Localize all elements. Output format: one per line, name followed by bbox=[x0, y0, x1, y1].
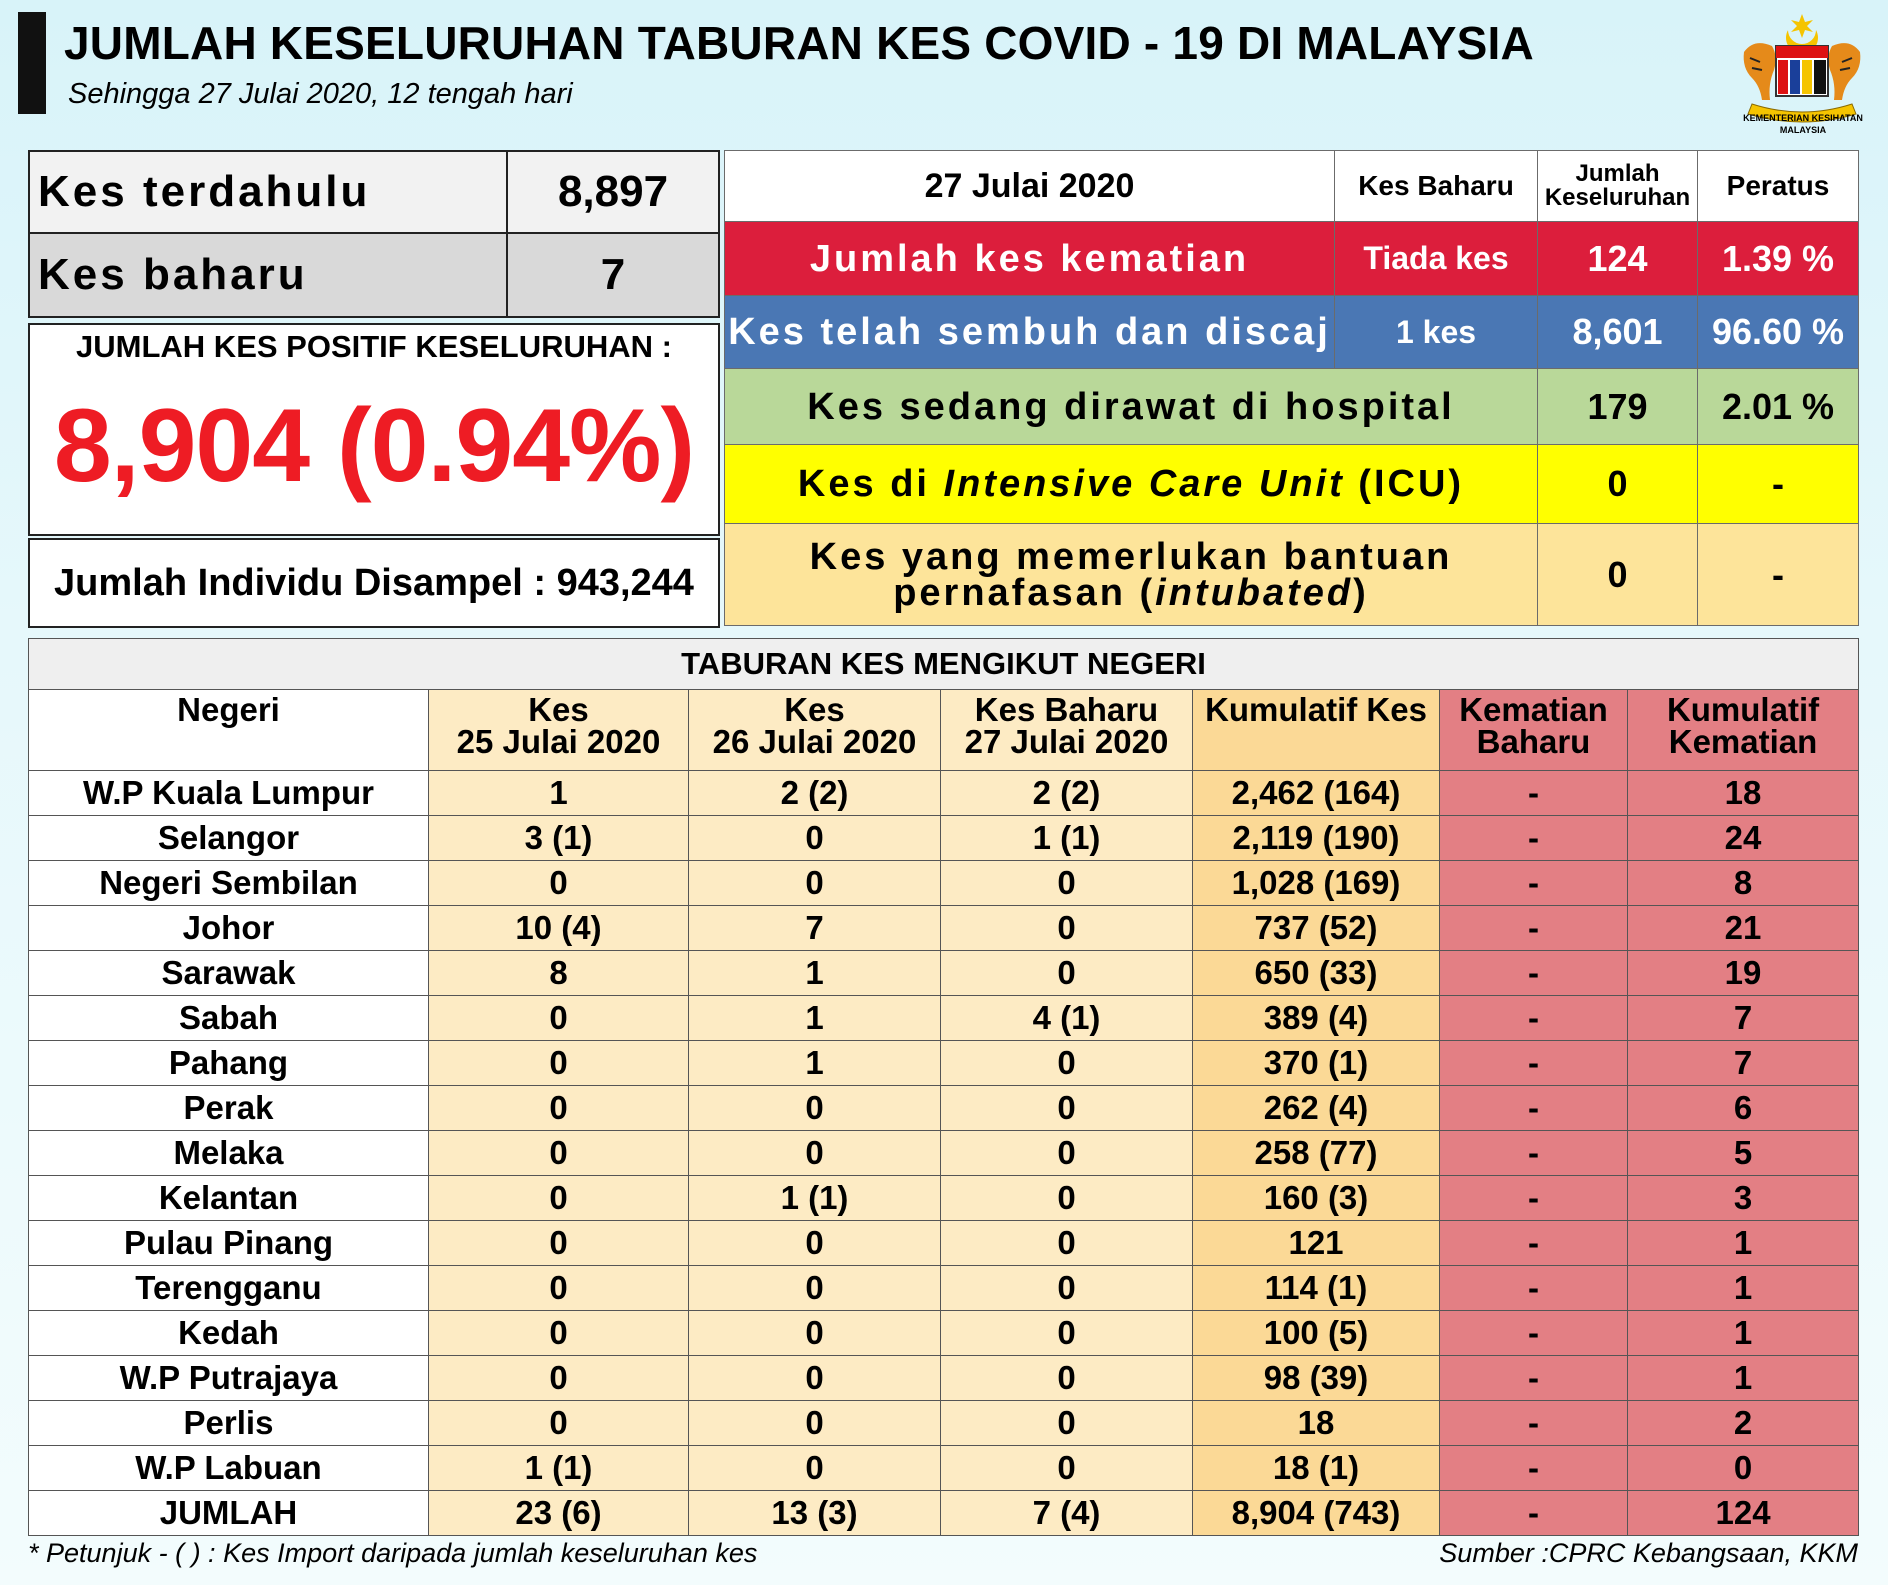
cumulative-cases-cell: 114 (1) bbox=[1193, 1266, 1440, 1311]
cases-25-jul-cell: 0 bbox=[429, 996, 689, 1041]
new-cases-27-jul-cell: 0 bbox=[941, 1266, 1193, 1311]
header-new-deaths-line1: Kematian bbox=[1459, 691, 1608, 728]
new-deaths-cell: - bbox=[1440, 1311, 1628, 1356]
hospitalised-row bbox=[725, 369, 1859, 444]
cumulative-cases-cell: 100 (5) bbox=[1193, 1311, 1440, 1356]
cumulative-deaths-cell: 8 bbox=[1628, 861, 1859, 906]
header-new-cases-27-jul bbox=[941, 690, 1193, 771]
intubated-label-italic: intubated bbox=[1155, 571, 1354, 614]
cases-25-jul-cell: 0 bbox=[429, 1131, 689, 1176]
cumulative-cases-cell: 389 (4) bbox=[1193, 996, 1440, 1041]
case-status-table bbox=[724, 150, 1859, 626]
deaths-label: Jumlah kes kematian bbox=[725, 222, 1335, 295]
new-deaths-cell: - bbox=[1440, 1221, 1628, 1266]
cases-26-jul-cell: 1 (1) bbox=[689, 1176, 941, 1221]
cumulative-deaths-cell: 24 bbox=[1628, 816, 1859, 861]
cumulative-deaths-cell: 21 bbox=[1628, 906, 1859, 951]
cumulative-cases-cell: 737 (52) bbox=[1193, 906, 1440, 951]
cases-25-jul-cell: 1 (1) bbox=[429, 1446, 689, 1491]
cases-26-jul-cell: 0 bbox=[689, 861, 941, 906]
new-cases-27-jul-cell: 0 bbox=[941, 1446, 1193, 1491]
cases-25-jul-cell: 0 bbox=[429, 861, 689, 906]
status-header-row bbox=[725, 151, 1859, 222]
new-cases-27-jul-cell: 0 bbox=[941, 1041, 1193, 1086]
deaths-total: 124 bbox=[1538, 222, 1698, 295]
cases-26-jul-cell: 0 bbox=[689, 1131, 941, 1176]
cumulative-deaths-cell: 1 bbox=[1628, 1221, 1859, 1266]
new-cases-27-jul-cell: 0 bbox=[941, 1176, 1193, 1221]
new-deaths-cell: - bbox=[1440, 1041, 1628, 1086]
new-cases-27-jul-cell: 0 bbox=[941, 1131, 1193, 1176]
cases-26-jul-cell: 2 (2) bbox=[689, 771, 941, 816]
header-cases-26-jul bbox=[689, 690, 941, 771]
cases-26-jul-cell: 0 bbox=[689, 1356, 941, 1401]
header-cases-25-jul-line1: Kes bbox=[528, 691, 589, 728]
cumulative-deaths-cell: 19 bbox=[1628, 951, 1859, 996]
new-deaths-cell: - bbox=[1440, 951, 1628, 996]
hospitalised-percent: 2.01 % bbox=[1698, 369, 1859, 444]
new-cases-27-jul-cell: 0 bbox=[941, 906, 1193, 951]
header-cases-26-jul-line2: 26 Julai 2020 bbox=[712, 723, 917, 760]
table-row bbox=[29, 1311, 1859, 1356]
state-name-cell: Sarawak bbox=[29, 951, 429, 996]
icu-percent: - bbox=[1698, 444, 1859, 524]
state-name-cell: Pulau Pinang bbox=[29, 1221, 429, 1266]
table-row bbox=[29, 1356, 1859, 1401]
table-row bbox=[29, 816, 1859, 861]
cumulative-deaths-cell: 7 bbox=[1628, 996, 1859, 1041]
state-distribution-table bbox=[28, 638, 1859, 1536]
intubated-label-line2a: pernafasan ( bbox=[893, 571, 1156, 614]
cases-26-jul-cell: 7 bbox=[689, 906, 941, 951]
state-table-title-row bbox=[29, 639, 1859, 690]
cases-25-jul-cell: 0 bbox=[429, 1401, 689, 1446]
cases-25-jul-cell: 10 (4) bbox=[429, 906, 689, 951]
intubated-label bbox=[725, 524, 1538, 626]
new-cases-value: 7 bbox=[600, 250, 626, 299]
new-cases-27-jul-cell: 2 (2) bbox=[941, 771, 1193, 816]
cumulative-deaths-cell: 3 bbox=[1628, 1176, 1859, 1221]
table-row bbox=[29, 1086, 1859, 1131]
source-credit: Sumber :CPRC Kebangsaan, KKM bbox=[1439, 1538, 1858, 1568]
cumulative-deaths-cell: 18 bbox=[1628, 771, 1859, 816]
intubated-row bbox=[725, 524, 1859, 626]
new-cases-27-jul-cell: 0 bbox=[941, 1311, 1193, 1356]
new-cases-label: Kes baharu bbox=[30, 234, 508, 316]
header-state-name-line1: Negeri bbox=[177, 691, 280, 728]
deaths-new: Tiada kes bbox=[1335, 222, 1538, 295]
new-deaths-cell: - bbox=[1440, 1131, 1628, 1176]
new-deaths-cell: - bbox=[1440, 816, 1628, 861]
icu-label-part3: (ICU) bbox=[1344, 463, 1465, 506]
status-date: 27 Julai 2020 bbox=[725, 151, 1335, 222]
cases-25-jul-cell: 0 bbox=[429, 1311, 689, 1356]
new-deaths-cell: - bbox=[1440, 1401, 1628, 1446]
table-row bbox=[29, 1221, 1859, 1266]
cases-26-jul-cell: 1 bbox=[689, 996, 941, 1041]
header-cumulative-cases bbox=[1193, 690, 1440, 771]
icu-total: 0 bbox=[1538, 444, 1698, 524]
state-name-cell: Pahang bbox=[29, 1041, 429, 1086]
cases-26-jul-cell: 13 (3) bbox=[689, 1491, 941, 1536]
cumulative-deaths-cell: 1 bbox=[1628, 1356, 1859, 1401]
new-deaths-cell: - bbox=[1440, 1176, 1628, 1221]
state-name-cell: Selangor bbox=[29, 816, 429, 861]
cumulative-deaths-cell: 0 bbox=[1628, 1446, 1859, 1491]
state-name-cell: Terengganu bbox=[29, 1266, 429, 1311]
intubated-label-line2c: ) bbox=[1353, 571, 1369, 614]
cases-25-jul-cell: 8 bbox=[429, 951, 689, 996]
new-cases-27-jul-cell: 0 bbox=[941, 1221, 1193, 1266]
table-row bbox=[29, 996, 1859, 1041]
hospitalised-label: Kes sedang dirawat di hospital bbox=[725, 369, 1538, 444]
cases-25-jul-cell: 0 bbox=[429, 1041, 689, 1086]
recovered-row bbox=[725, 295, 1859, 368]
table-row bbox=[29, 1176, 1859, 1221]
intubated-total: 0 bbox=[1538, 524, 1698, 626]
cumulative-cases-cell: 98 (39) bbox=[1193, 1356, 1440, 1401]
recovered-percent: 96.60 % bbox=[1698, 295, 1859, 368]
state-name-cell: W.P Labuan bbox=[29, 1446, 429, 1491]
state-name-cell: Perlis bbox=[29, 1401, 429, 1446]
total-positive-value: 8,904 (0.94%) bbox=[53, 388, 695, 504]
recovered-label: Kes telah sembuh dan discaj bbox=[725, 295, 1335, 368]
recovered-total: 8,601 bbox=[1538, 295, 1698, 368]
cumulative-deaths-cell: 1 bbox=[1628, 1266, 1859, 1311]
page-title: JUMLAH KESELURUHAN TABURAN KES COVID - 19 DI MALAYSIA bbox=[64, 17, 1534, 69]
state-name-cell: JUMLAH bbox=[29, 1491, 429, 1536]
state-name-cell: W.P Kuala Lumpur bbox=[29, 771, 429, 816]
new-cases-27-jul-cell: 0 bbox=[941, 861, 1193, 906]
cumulative-deaths-cell: 2 bbox=[1628, 1401, 1859, 1446]
new-cases-27-jul-cell: 0 bbox=[941, 1356, 1193, 1401]
header-cases-26-jul-line1: Kes bbox=[784, 691, 845, 728]
table-row bbox=[29, 1446, 1859, 1491]
hospitalised-total: 179 bbox=[1538, 369, 1698, 444]
cumulative-cases-cell: 1,028 (169) bbox=[1193, 861, 1440, 906]
header-new-deaths-line2: Baharu bbox=[1476, 723, 1591, 760]
cumulative-deaths-cell: 5 bbox=[1628, 1131, 1859, 1176]
state-table-body bbox=[29, 771, 1859, 1536]
page-subtitle: Sehingga 27 Julai 2020, 12 tengah hari bbox=[68, 78, 573, 110]
cumulative-cases-cell: 121 bbox=[1193, 1221, 1440, 1266]
intubated-label-line2 bbox=[725, 571, 1537, 614]
cases-26-jul-cell: 0 bbox=[689, 816, 941, 861]
new-deaths-cell: - bbox=[1440, 1266, 1628, 1311]
state-table-header-row bbox=[29, 690, 1859, 771]
icu-label bbox=[725, 444, 1538, 524]
new-deaths-cell: - bbox=[1440, 1086, 1628, 1131]
new-deaths-cell: - bbox=[1440, 1356, 1628, 1401]
cumulative-cases-cell: 18 bbox=[1193, 1401, 1440, 1446]
cases-25-jul-cell: 0 bbox=[429, 1356, 689, 1401]
cases-26-jul-cell: 0 bbox=[689, 1266, 941, 1311]
new-cases-27-jul-cell: 4 (1) bbox=[941, 996, 1193, 1041]
table-row bbox=[29, 906, 1859, 951]
table-row bbox=[29, 771, 1859, 816]
cumulative-deaths-cell: 124 bbox=[1628, 1491, 1859, 1536]
intubated-percent: - bbox=[1698, 524, 1859, 626]
cumulative-cases-cell: 262 (4) bbox=[1193, 1086, 1440, 1131]
new-cases-27-jul-cell: 7 (4) bbox=[941, 1491, 1193, 1536]
cumulative-deaths-cell: 6 bbox=[1628, 1086, 1859, 1131]
previous-cases-value: 8,897 bbox=[557, 167, 669, 216]
cumulative-cases-cell: 650 (33) bbox=[1193, 951, 1440, 996]
cumulative-deaths-cell: 1 bbox=[1628, 1311, 1859, 1356]
icu-row bbox=[725, 444, 1859, 524]
cases-26-jul-cell: 1 bbox=[689, 951, 941, 996]
cases-25-jul-cell: 0 bbox=[429, 1266, 689, 1311]
intubated-label-line1: Kes yang memerlukan bantuan bbox=[809, 535, 1453, 578]
individuals-sampled: Jumlah Individu Disampel : 943,244 bbox=[28, 538, 720, 628]
state-name-cell: Negeri Sembilan bbox=[29, 861, 429, 906]
header-cumulative-deaths bbox=[1628, 690, 1859, 771]
cases-25-jul-cell: 0 bbox=[429, 1086, 689, 1131]
recovered-new: 1 kes bbox=[1335, 295, 1538, 368]
ministry-caption-line2: MALAYSIA bbox=[1779, 125, 1827, 135]
previous-cases-label: Kes terdahulu bbox=[30, 152, 508, 232]
cases-25-jul-cell: 23 (6) bbox=[429, 1491, 689, 1536]
table-row bbox=[29, 1041, 1859, 1086]
cases-25-jul-cell: 0 bbox=[429, 1221, 689, 1266]
new-deaths-cell: - bbox=[1440, 1446, 1628, 1491]
col-total-line1: Jumlah bbox=[1575, 160, 1660, 188]
header-cases-25-jul-line2: 25 Julai 2020 bbox=[456, 723, 661, 760]
header-new-cases-27-jul-line2: 27 Julai 2020 bbox=[964, 723, 1169, 760]
table-row bbox=[29, 1401, 1859, 1446]
icu-label-part1: Kes di bbox=[797, 463, 944, 506]
ministry-caption bbox=[1718, 112, 1888, 136]
new-deaths-cell: - bbox=[1440, 996, 1628, 1041]
previous-cases-row bbox=[28, 150, 720, 234]
total-positive-label: JUMLAH KES POSITIF KESELURUHAN : bbox=[76, 329, 672, 364]
table-total-row bbox=[29, 1491, 1859, 1536]
title-accent-bar bbox=[18, 12, 46, 114]
state-name-cell: Sabah bbox=[29, 996, 429, 1041]
ministry-caption-line1: KEMENTERIAN KESIHATAN bbox=[1743, 113, 1863, 123]
cumulative-cases-cell: 160 (3) bbox=[1193, 1176, 1440, 1221]
cumulative-cases-cell: 370 (1) bbox=[1193, 1041, 1440, 1086]
icu-label-italic: Intensive Care Unit bbox=[943, 463, 1345, 506]
cumulative-deaths-cell: 7 bbox=[1628, 1041, 1859, 1086]
table-row bbox=[29, 1131, 1859, 1176]
new-cases-row bbox=[28, 234, 720, 318]
cumulative-cases-cell: 2,462 (164) bbox=[1193, 771, 1440, 816]
table-row bbox=[29, 951, 1859, 996]
cumulative-cases-cell: 18 (1) bbox=[1193, 1446, 1440, 1491]
state-name-cell: Kelantan bbox=[29, 1176, 429, 1221]
header-state-name bbox=[29, 690, 429, 771]
new-cases-27-jul-cell: 0 bbox=[941, 1086, 1193, 1131]
new-deaths-cell: - bbox=[1440, 906, 1628, 951]
header-cumulative-deaths-line2: Kematian bbox=[1668, 723, 1818, 760]
new-cases-27-jul-cell: 1 (1) bbox=[941, 816, 1193, 861]
deaths-percent: 1.39 % bbox=[1698, 222, 1859, 295]
header-cases-25-jul bbox=[429, 690, 689, 771]
cases-26-jul-cell: 0 bbox=[689, 1446, 941, 1491]
header-cumulative-deaths-line1: Kumulatif bbox=[1666, 691, 1820, 728]
state-name-cell: W.P Putrajaya bbox=[29, 1356, 429, 1401]
deaths-row bbox=[725, 222, 1859, 295]
header-cumulative-cases-line1: Kumulatif Kes bbox=[1205, 691, 1427, 728]
state-name-cell: Perak bbox=[29, 1086, 429, 1131]
cumulative-cases-cell: 2,119 (190) bbox=[1193, 816, 1440, 861]
cumulative-cases-cell: 8,904 (743) bbox=[1193, 1491, 1440, 1536]
new-deaths-cell: - bbox=[1440, 1491, 1628, 1536]
state-name-cell: Johor bbox=[29, 906, 429, 951]
cases-25-jul-cell: 0 bbox=[429, 1176, 689, 1221]
state-table-title: TABURAN KES MENGIKUT NEGERI bbox=[29, 639, 1859, 690]
cases-26-jul-cell: 0 bbox=[689, 1311, 941, 1356]
col-total-line2: Keseluruhan bbox=[1544, 184, 1691, 212]
total-positive-box bbox=[28, 323, 720, 536]
col-new-cases: Kes Baharu bbox=[1335, 151, 1538, 222]
cases-26-jul-cell: 0 bbox=[689, 1401, 941, 1446]
new-deaths-cell: - bbox=[1440, 771, 1628, 816]
col-total bbox=[1538, 151, 1698, 222]
table-row bbox=[29, 1266, 1859, 1311]
cases-26-jul-cell: 1 bbox=[689, 1041, 941, 1086]
table-row bbox=[29, 861, 1859, 906]
new-deaths-cell: - bbox=[1440, 861, 1628, 906]
cumulative-cases-cell: 258 (77) bbox=[1193, 1131, 1440, 1176]
new-cases-27-jul-cell: 0 bbox=[941, 951, 1193, 996]
cases-25-jul-cell: 3 (1) bbox=[429, 816, 689, 861]
cases-26-jul-cell: 0 bbox=[689, 1086, 941, 1131]
new-cases-27-jul-cell: 0 bbox=[941, 1401, 1193, 1446]
cases-26-jul-cell: 0 bbox=[689, 1221, 941, 1266]
state-name-cell: Kedah bbox=[29, 1311, 429, 1356]
col-percent: Peratus bbox=[1698, 151, 1859, 222]
header-new-cases-27-jul-line1: Kes Baharu bbox=[974, 691, 1159, 728]
state-name-cell: Melaka bbox=[29, 1131, 429, 1176]
header-new-deaths bbox=[1440, 690, 1628, 771]
footnote: * Petunjuk - ( ) : Kes Import daripada jumlah keseluruhan kes bbox=[28, 1538, 758, 1568]
cases-25-jul-cell: 1 bbox=[429, 771, 689, 816]
